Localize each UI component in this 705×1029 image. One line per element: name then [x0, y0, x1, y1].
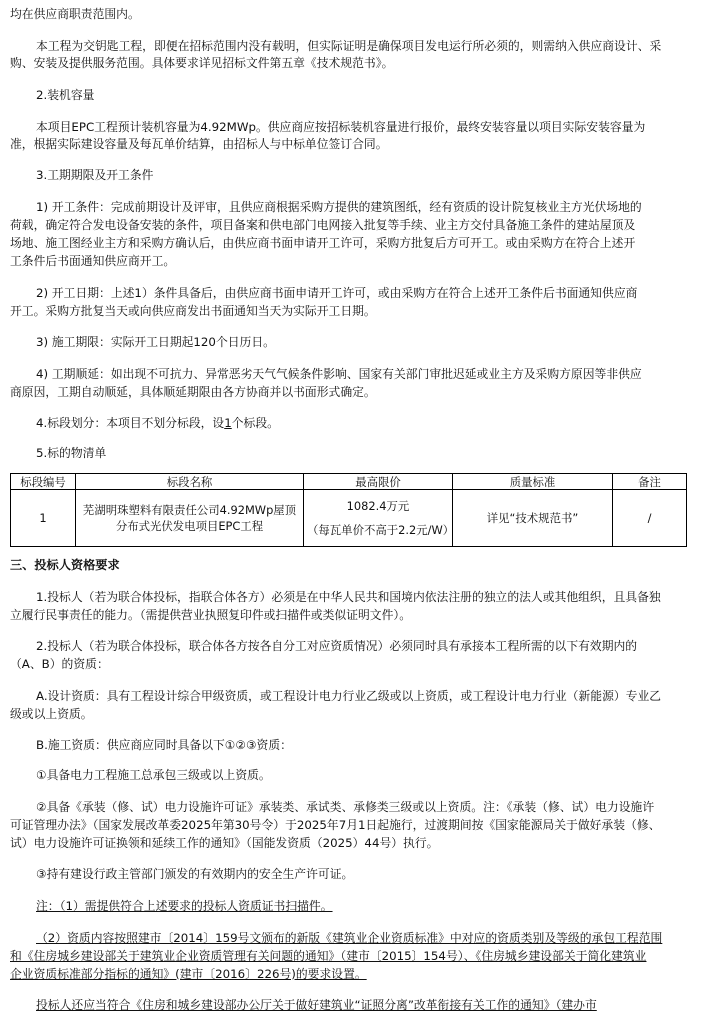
price-value: 1082.4万元	[346, 499, 410, 513]
paragraph-line: 可证管理办法》（国家发展改革委2025年第30号令）于2025年7月1日起施行，过渡期间按《国家能源局关于做好承装（修、	[10, 818, 661, 832]
cell-max-price	[304, 490, 453, 547]
paragraph-line: 场地、施工图经业主方和采购方确认后，由供应商书面申请开工许可，采购方批复后方可开工。或由采购方在符合上述开	[10, 236, 636, 250]
paragraph-line: 级或以上资质。	[10, 707, 93, 721]
paragraph-line: 试）电力设施许可证换领和延续工作的通知》（国能发资质（2025）44号）执行。	[10, 836, 439, 850]
note-line: 注：（1）需提供符合上述要求的投标人资质证书扫描件。	[36, 899, 333, 913]
cell-section-name: 芜湖明珠塑料有限责任公司4.92MWp屋顶分布式光伏发电项目EPC工程	[76, 490, 304, 547]
paragraph-line: 本工程为交钥匙工程，即便在招标范围内没有载明，但实际证明是确保项目发电运行所必须的，则需纳入供应商设计、采	[36, 39, 662, 53]
paragraph-line: 荷载，确定符合发电设备安装的条件，项目备案和供电部门电网接入批复等手续、业主方交付具备施工条件的建站屋顶及	[10, 218, 636, 232]
paragraph-line: 3) 施工期限：实际开工日期起120个日历日。	[36, 335, 275, 349]
section-heading: 2.装机容量	[36, 88, 95, 102]
paragraph-line	[36, 412, 705, 435]
paragraph-line: 4) 工期顺延：如出现不可抗力、异常恶劣天气气候条件影响、国家有关部门审批迟延或业主方及采购方原因等非供应	[36, 367, 642, 381]
price-note: （每瓦单价不高于2.2元/W）	[307, 523, 455, 537]
column-header: 标段编号	[11, 474, 76, 490]
section-heading: 5.标的物清单	[36, 446, 107, 460]
section-heading: 3.工期期限及开工条件	[36, 168, 154, 182]
table-row	[11, 490, 687, 547]
paragraph-line: （A、B）的资质：	[10, 657, 109, 671]
paragraph-line: 2.投标人（若为联合体投标，联合体各方按各自分工对应资质情况）必须同时具有承接本工程所需的以下有效期内的	[36, 639, 638, 653]
paragraph-line: ③持有建设行政主管部门颁发的有效期内的安全生产许可证。	[36, 867, 354, 881]
cell-section-no: 1	[11, 490, 76, 547]
paragraph-line: 准，根据实际建设容量及每瓦单价结算，由招标人与中标单位签订合同。	[10, 137, 388, 151]
column-header: 标段名称	[76, 474, 304, 490]
column-header: 最高限价	[304, 474, 453, 490]
paragraph-line: 开工。采购方批复当天或向供应商发出书面通知当天为实际开工日期。	[10, 304, 376, 318]
cell-remark: /	[613, 490, 687, 547]
bid-section-table	[10, 473, 687, 547]
column-header: 备注	[613, 474, 687, 490]
note-line: 和《住房城乡建设部关于建筑业企业资质管理有关问题的通知》（建市〔2015〕154号）、《住房城乡建设部关于简化建筑业	[10, 949, 647, 963]
paragraph-line: B.施工资质：供应商应同时具备以下①②③资质：	[36, 738, 292, 752]
column-header: 质量标准	[453, 474, 613, 490]
paragraph-line: 商原因，工期自动顺延，具体顺延期限由各方协商并以书面形式确定。	[10, 385, 376, 399]
cell-quality: 详见“技术规范书”	[453, 490, 613, 547]
paragraph-line: 本项目EPC工程预计装机容量为4.92MWp。供应商应按招标装机容量进行报价，最终安装容量以项目实际安装容量为	[36, 120, 646, 134]
text-segment: 4.标段划分：本项目不划分标段，设	[36, 416, 225, 430]
table-header-row	[11, 474, 687, 490]
chapter-heading: 三、投标人资格要求	[10, 558, 120, 572]
paragraph-line: 立履行民事责任的能力。（需提供营业执照复印件或扫描件或类似证明文件）。	[10, 608, 412, 622]
paragraph-line: ②具备《承装（修、试）电力设施许可证》承装类、承试类、承修类三级或以上资质。注：《承装（修、试）电力设施许	[36, 800, 655, 814]
paragraph-line: A.设计资质：具有工程设计综合甲级资质，或工程设计电力行业乙级或以上资质，或工程设计电力行业（新能源）专业乙	[36, 689, 662, 703]
paragraph-line: 1) 开工条件：完成前期设计及评审，且供应商根据采购方提供的建筑图纸，经有资质的设计院复核业主方光伏场地的	[36, 200, 642, 214]
note-line: 企业资质标准部分指标的通知》(建市〔2016〕226号)的要求设置。	[10, 967, 367, 981]
paragraph-line: 均在供应商职责范围内。	[10, 7, 140, 21]
note-line: （2）资质内容按照建市〔2014〕159号文颁布的新版《建筑业企业资质标准》中对应的资质类别及等级的承包工程范围	[36, 931, 663, 945]
underlined-value: 1	[224, 416, 232, 430]
paragraph-line: 购、安装及提供服务范围。具体要求详见招标文件第五章《技术规范书》。	[10, 56, 394, 70]
text-segment: 个标段。	[231, 416, 279, 430]
paragraph-line: 2) 开工日期：上述1）条件具备后，由供应商书面申请开工许可，或由采购方在符合上述开工条件后书面通知供应商	[36, 286, 638, 300]
paragraph-line: 1.投标人（若为联合体投标，指联合体各方）必须是在中华人民共和国境内依法注册的独立的法人或其他组织，且具备独	[36, 590, 661, 604]
paragraph-line: 工条件后书面通知供应商开工。	[10, 254, 176, 268]
paragraph-line: ①具备电力工程施工总承包三级或以上资质。	[36, 768, 271, 782]
note-line: 投标人还应当符合《住房和城乡建设部办公厅关于做好建筑业“证照分离”改革衔接有关工作的通知》（建办市	[36, 998, 597, 1012]
